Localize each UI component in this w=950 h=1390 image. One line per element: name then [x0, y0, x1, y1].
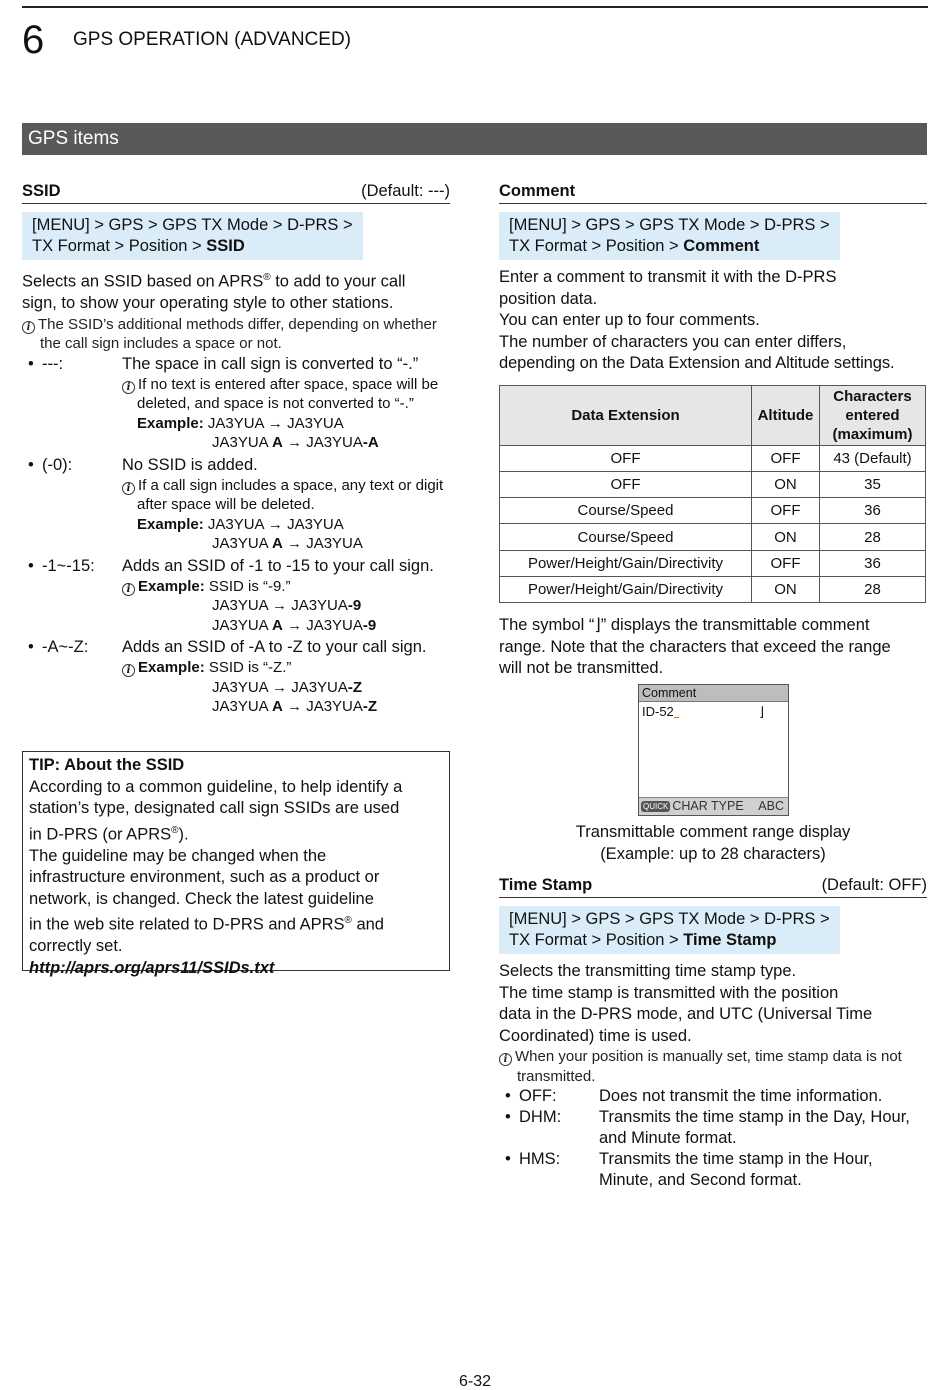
info-icon: i: [22, 321, 35, 334]
info-icon: i: [122, 583, 135, 596]
comment-char-table: [499, 385, 926, 604]
chapter-title: GPS OPERATION (ADVANCED): [73, 29, 351, 50]
comment-heading: [499, 181, 927, 204]
quick-icon[interactable]: QUICK: [643, 802, 669, 811]
screen-comment-text: ID-52: [642, 704, 674, 719]
page-number: 6-32: [458, 1373, 492, 1390]
comment-title: Comment: [499, 182, 576, 200]
ssid-heading: [22, 181, 450, 204]
ssid-option: • -A~-Z: Adds an SSID of -A to -Z to your call sign.: [28, 638, 427, 656]
table-row: Power/Height/Gain/Directivity OFF 36: [500, 550, 926, 576]
timestamp-menu-path: [MENU] > GPS > GPS TX Mode > D-PRS > TX Format > Position > Time Stamp: [499, 906, 840, 954]
info-icon: i: [499, 1053, 512, 1066]
section-bar: GPS items: [22, 123, 927, 155]
screen-caption: Transmittable comment range display (Example: up to 28 characters): [575, 823, 851, 863]
tip-box: TIP: About the SSID According to a common guideline, to help identify a station’s type, designated call sign SSIDs are used in D-PRS (or APRS®). The guideline may be changed when the infrastructure environment, such as a product or network, is changed. Check the latest guideline in the web site related to D-PRS and APRS® and correctly set. http://aprs.org/aprs11/SSIDs.txt: [22, 751, 450, 971]
table-row: OFF OFF 43 (Default): [500, 445, 926, 471]
timestamp-heading: [499, 875, 927, 898]
table-header: Data Extension: [500, 385, 752, 445]
timestamp-option: • HMS: Transmits the time stamp in the Hour, Minute, and Second format.: [505, 1150, 873, 1189]
range-end-icon: ⌋: [759, 704, 765, 719]
table-header: Characters entered (maximum): [820, 385, 926, 445]
ssid-section: SSID (Default: ---) [MENU] > GPS > GPS TX Mode > D-PRS > TX Format > Position > SSID Selects an SSID based on APRS® to add to your call sign, to show your operating style to other stations. i The SSID’s additional methods differ, depending on whether the call sign includes a space or not. • ---: The space in call sign is converted to “-.” i If no text is entered after space, space will be deleted, and space is not converted to “-.” Example: JA3YUA → JA3YUA JA3YUA A → JA3YUA-A • (-0): No SSID is added. i If a call sign includes a space, any text or digit after space will be deleted. Example: JA3YUA → JA3YUA JA3YUA A → JA3YUA • -1~-15: Adds an SSID of -1 to -15 to your call sign. i Example: SSID is “-9.” JA3YUA → JA3YUA-9 JA3YUA A → JA3YUA-9 • -A~-Z: Adds an SSID of -A to -Z to your call sign. i Example: SSID is “-Z.” JA3YUA → JA3YUA-Z JA3YUA A → JA3YUA-Z: [22, 182, 450, 715]
comment-description: Enter a comment to transmit it with the D-PRS position data. You can enter up to four comments. The number of characters you can enter differs, depending on the Data Extension and Altitude settings.: [499, 268, 895, 372]
abc-key[interactable]: ABC: [758, 799, 784, 813]
comment-section: [499, 181, 927, 680]
table-header: Altitude: [752, 385, 820, 445]
screen-softkeys: [639, 797, 788, 815]
timestamp-description: Selects the transmitting time stamp type. The time stamp is transmitted with the position data in the D-PRS mode, and UTC (Universal Time Coordinated) time is used.: [499, 962, 873, 1045]
timestamp-note: i When your position is manually set, time stamp data is not transmitted.: [499, 1047, 927, 1086]
comment-screen: [638, 684, 789, 816]
ssid-title: SSID: [22, 182, 61, 200]
ssid-option: • (-0): No SSID is added.: [28, 455, 258, 474]
ssid-default: (Default: ---): [361, 182, 450, 200]
screen-title: Comment: [639, 685, 788, 702]
tip-title: TIP: About the SSID: [29, 756, 185, 774]
top-rule: [22, 6, 928, 8]
char-type-key[interactable]: CHAR TYPE: [672, 799, 744, 813]
info-icon: i: [122, 664, 135, 677]
timestamp-title: Time Stamp: [499, 876, 593, 894]
ssid-option: • ---: The space in call sign is converted to “-.”: [28, 354, 419, 373]
ssid-note: i The SSID’s additional methods differ, depending on whether the call sign includes a space or not.: [22, 315, 450, 354]
comment-menu-path: [MENU] > GPS > GPS TX Mode > D-PRS > TX Format > Position > Comment: [499, 212, 840, 260]
table-row: Course/Speed ON 28: [500, 524, 926, 550]
chapter-number: 6: [22, 18, 45, 62]
timestamp-default: (Default: OFF): [821, 876, 927, 894]
ssid-description: Selects an SSID based on APRS® to add to your call sign, to show your operating style to other stations.: [22, 272, 406, 312]
table-row: Power/Height/Gain/Directivity ON 28: [500, 576, 926, 602]
symbol-note: The symbol “⌋” displays the transmittable comment range. Note that the characters that exceed the range will not be transmitted.: [499, 616, 891, 678]
table-row: OFF ON 35: [500, 471, 926, 497]
info-icon: i: [122, 482, 135, 495]
ssid-option: • -1~-15: Adds an SSID of -1 to -15 to your call sign.: [28, 556, 434, 575]
tip-link[interactable]: http://aprs.org/aprs11/SSIDs.txt: [29, 958, 275, 977]
info-icon: i: [122, 381, 135, 394]
timestamp-option: • OFF: Does not transmit the time information.: [505, 1087, 883, 1105]
table-row: Course/Speed OFF 36: [500, 498, 926, 524]
timestamp-section: [499, 875, 927, 1191]
timestamp-option: • DHM: Transmits the time stamp in the Day, Hour, and Minute format.: [505, 1108, 910, 1147]
ssid-menu-path: [MENU] > GPS > GPS TX Mode > D-PRS > TX Format > Position > SSID: [22, 212, 363, 260]
